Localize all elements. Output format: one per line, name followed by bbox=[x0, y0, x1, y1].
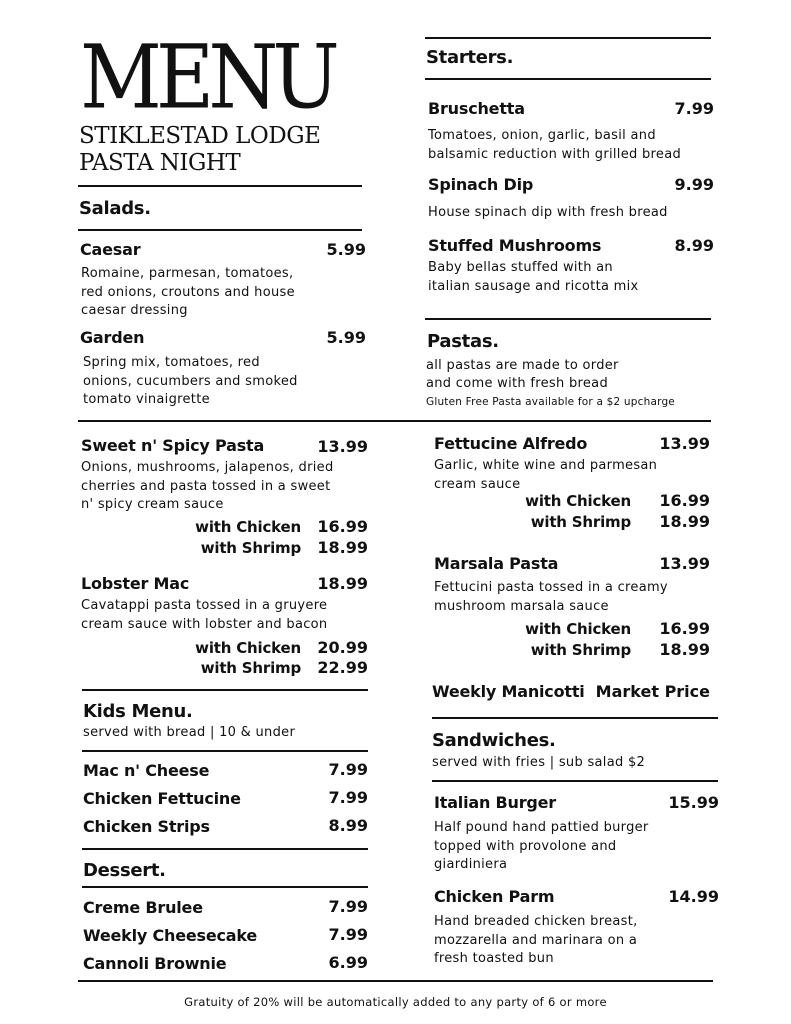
kids-item-price: 8.99 bbox=[328, 816, 368, 835]
sandwiches-heading: Sandwiches. bbox=[432, 730, 556, 751]
dessert-heading: Dessert. bbox=[83, 860, 166, 881]
gratuity-note: Gratuity of 20% will be automatically added to any party of 6 or more bbox=[184, 995, 607, 1009]
pasta-item-price: 13.99 bbox=[659, 554, 710, 573]
divider bbox=[82, 848, 368, 850]
menu-title: MENU bbox=[80, 26, 334, 129]
addon-price: 16.99 bbox=[659, 491, 710, 510]
salads-heading: Salads. bbox=[79, 198, 151, 219]
salad-item-name: Garden bbox=[80, 328, 145, 347]
starter-item-name: Bruschetta bbox=[428, 99, 525, 118]
addon-price: 18.99 bbox=[659, 640, 710, 659]
starter-item-desc: Tomatoes, onion, garlic, basil and balsamic reduction with grilled bread bbox=[428, 128, 682, 162]
dessert-item-name: Cannoli Brownie bbox=[83, 954, 227, 973]
starter-item-price: 9.99 bbox=[674, 175, 714, 194]
divider bbox=[78, 420, 711, 422]
divider bbox=[78, 229, 362, 231]
lodge-name: STIKLESTAD LODGE bbox=[79, 123, 321, 149]
addon-label: with Shrimp bbox=[530, 641, 631, 659]
event-name: PASTA NIGHT bbox=[79, 150, 241, 176]
dessert-item-price: 7.99 bbox=[328, 925, 368, 944]
gluten-free-note: Gluten Free Pasta available for a $2 upcharge bbox=[426, 396, 675, 408]
pasta-item-desc: Cavatappi pasta tossed in a gruyere cream sauce with lobster and bacon bbox=[81, 598, 328, 632]
divider bbox=[78, 980, 713, 982]
salad-item-price: 5.99 bbox=[326, 240, 366, 259]
pasta-item-name: Lobster Mac bbox=[81, 574, 190, 593]
addon-label: with Chicken bbox=[195, 518, 301, 536]
addon-label: with Chicken bbox=[525, 620, 631, 638]
dessert-item-name: Weekly Cheesecake bbox=[83, 926, 258, 945]
dessert-item-price: 7.99 bbox=[328, 897, 368, 916]
sandwich-item-name: Italian Burger bbox=[434, 793, 556, 812]
addon-price: 16.99 bbox=[659, 619, 710, 638]
divider bbox=[425, 37, 711, 39]
salad-item-name: Caesar bbox=[80, 240, 141, 259]
divider bbox=[82, 886, 368, 888]
pasta-item-price: 13.99 bbox=[659, 434, 710, 453]
dessert-item-price: 6.99 bbox=[328, 953, 368, 972]
kids-item-name: Chicken Fettucine bbox=[83, 789, 241, 808]
pasta-item-name: Sweet n' Spicy Pasta bbox=[81, 436, 265, 455]
divider bbox=[82, 750, 368, 752]
divider bbox=[82, 689, 368, 691]
kids-heading: Kids Menu. bbox=[83, 701, 193, 722]
addon-label: with Chicken bbox=[195, 639, 301, 657]
addon-price: 16.99 bbox=[317, 517, 368, 536]
starter-item-name: Stuffed Mushrooms bbox=[428, 236, 602, 255]
divider bbox=[425, 318, 711, 320]
pastas-note: and come with fresh bread bbox=[426, 376, 609, 391]
kids-item-price: 7.99 bbox=[328, 760, 368, 779]
starter-item-desc: Baby bellas stuffed with an italian sausage and ricotta mix bbox=[428, 260, 639, 294]
pasta-item-price: 13.99 bbox=[317, 437, 368, 456]
starter-item-desc: House spinach dip with fresh bread bbox=[428, 205, 668, 220]
salad-item-price: 5.99 bbox=[326, 328, 366, 347]
salad-item-desc: Romaine, parmesan, tomatoes, red onions, croutons and house caesar dressing bbox=[81, 266, 295, 318]
addon-price: 22.99 bbox=[317, 658, 368, 677]
sandwiches-note: served with fries | sub salad $2 bbox=[432, 755, 646, 770]
addon-price: 18.99 bbox=[659, 512, 710, 531]
sandwich-item-name: Chicken Parm bbox=[434, 887, 555, 906]
divider bbox=[432, 717, 718, 719]
sandwich-item-desc: Half pound hand pattied burger topped with provolone and giardiniera bbox=[434, 820, 649, 872]
starter-item-price: 8.99 bbox=[674, 236, 714, 255]
addon-label: with Shrimp bbox=[200, 539, 301, 557]
dessert-item-name: Creme Brulee bbox=[83, 898, 203, 917]
pastas-note: all pastas are made to order bbox=[426, 358, 619, 373]
pasta-item-name: Marsala Pasta bbox=[434, 554, 559, 573]
starter-item-name: Spinach Dip bbox=[428, 175, 534, 194]
starter-item-price: 7.99 bbox=[674, 99, 714, 118]
addon-price: 18.99 bbox=[317, 538, 368, 557]
pasta-item-desc: Garlic, white wine and parmesan cream sauce bbox=[434, 458, 658, 492]
sandwich-item-price: 15.99 bbox=[668, 793, 719, 812]
addon-label: with Shrimp bbox=[200, 659, 301, 677]
pasta-item-price: 18.99 bbox=[317, 574, 368, 593]
starters-heading: Starters. bbox=[426, 47, 514, 68]
pasta-item-desc: Fettucini pasta tossed in a creamy mushroom marsala sauce bbox=[434, 580, 668, 614]
weekly-special-name: Weekly Manicotti bbox=[432, 682, 585, 701]
kids-item-price: 7.99 bbox=[328, 788, 368, 807]
salad-item-desc: Spring mix, tomatoes, red onions, cucumbers and smoked tomato vinaigrette bbox=[83, 355, 298, 407]
kids-item-name: Mac n' Cheese bbox=[83, 761, 210, 780]
divider bbox=[432, 780, 718, 782]
divider bbox=[425, 78, 711, 80]
kids-item-name: Chicken Strips bbox=[83, 817, 210, 836]
kids-note: served with bread | 10 & under bbox=[83, 725, 296, 740]
divider bbox=[78, 185, 362, 187]
addon-label: with Chicken bbox=[525, 492, 631, 510]
pasta-item-name: Fettucine Alfredo bbox=[434, 434, 588, 453]
weekly-special-price: Market Price bbox=[595, 682, 710, 701]
addon-price: 20.99 bbox=[317, 638, 368, 657]
pasta-item-desc: Onions, mushrooms, jalapenos, dried cherries and pasta tossed in a sweet n' spicy cream sauce bbox=[81, 460, 334, 512]
sandwich-item-price: 14.99 bbox=[668, 887, 719, 906]
addon-label: with Shrimp bbox=[530, 513, 631, 531]
pastas-heading: Pastas. bbox=[427, 331, 499, 352]
sandwich-item-desc: Hand breaded chicken breast, mozzarella and marinara on a fresh toasted bun bbox=[434, 914, 638, 966]
